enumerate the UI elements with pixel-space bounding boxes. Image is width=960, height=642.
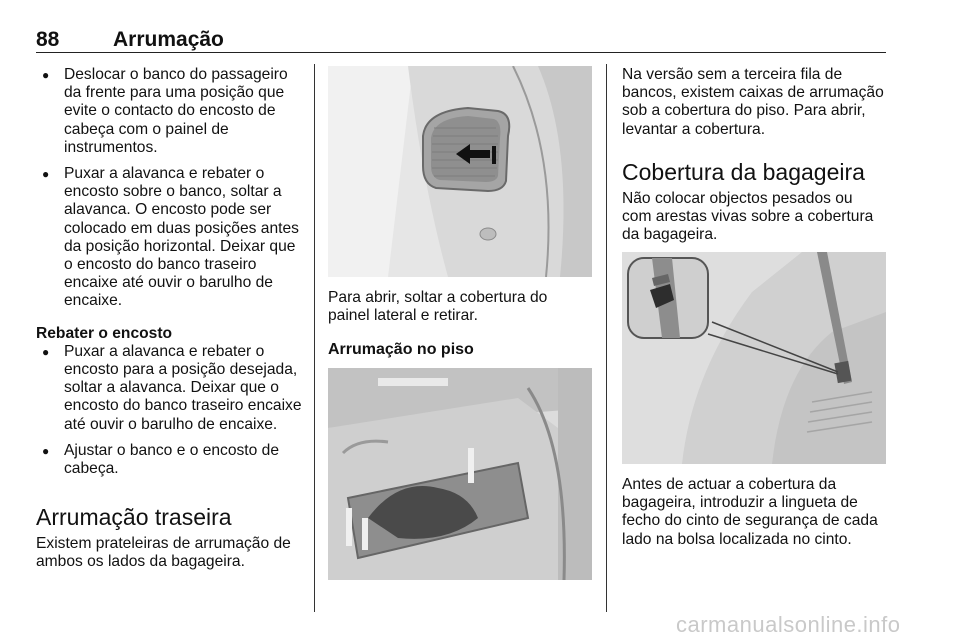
column-divider-left xyxy=(314,64,315,612)
subheading-rebater: Rebater o encosto xyxy=(36,324,173,342)
floor-storage-illustration xyxy=(328,368,592,580)
header-rule xyxy=(36,52,886,53)
paragraph: Não colocar objectos pesados ou com arestas vivas sobre a cobertura da bagageira. xyxy=(622,189,874,244)
list-item: ● Puxar a alavanca e rebater o encosto sobre o banco, soltar a alavanca. O encosto pode ser colocado em duas posições antes da posição horizontal. Deixar que o encosto do banco traseiro encaixe até ouvir o barulho de encaixe. xyxy=(36,165,302,311)
page-number: 88 xyxy=(36,28,60,51)
side-panel-illustration xyxy=(328,66,592,277)
watermark-text: carmanualsonline.info xyxy=(676,612,901,637)
list-item: ● Puxar a alavanca e rebater o encosto para a posição desejada, soltar a alavanca. Deixar que o encosto do banco traseiro encaixe até ouvir o barulho de encaixe. xyxy=(36,343,302,434)
paragraph: Existem prateleiras de arrumação de ambos os lados da bagageira. xyxy=(36,535,291,571)
paragraph: Antes de actuar a cobertura da bagageira, introduzir a lingueta de fecho do cinto de segurança de cada lado na bolsa localizada no cinto. xyxy=(622,476,878,548)
paragraph: Na versão sem a terceira fila de bancos, existem caixas de arrumação sob a cobertura do piso. Para abrir, levantar a cobertura. xyxy=(622,66,884,138)
heading-arrumacao-piso: Arrumação no piso xyxy=(328,341,474,359)
column-1 xyxy=(36,66,302,572)
heading-cobertura-bagageira: Cobertura da bagageira xyxy=(622,158,865,185)
bullet-list-b xyxy=(36,343,302,478)
column-divider-right xyxy=(606,64,607,612)
list-item: ● Deslocar o banco do passageiro da frente para uma posição que evite o contacto do encosto de cabeça com o painel de instrumentos. xyxy=(36,66,302,157)
column-3-bottom xyxy=(622,476,886,549)
seat-belt-illustration xyxy=(622,252,886,464)
column-2 xyxy=(328,289,592,368)
figure-caption: Para abrir, soltar a cobertura do painel lateral e retirar. xyxy=(328,289,548,325)
heading-arrumacao-traseira: Arrumação traseira xyxy=(36,504,232,531)
column-3 xyxy=(622,66,886,244)
list-item: ● Ajustar o banco e o encosto de cabeça. xyxy=(36,442,302,478)
bullet-list-a xyxy=(36,66,302,311)
section-title: Arrumação xyxy=(113,28,224,51)
